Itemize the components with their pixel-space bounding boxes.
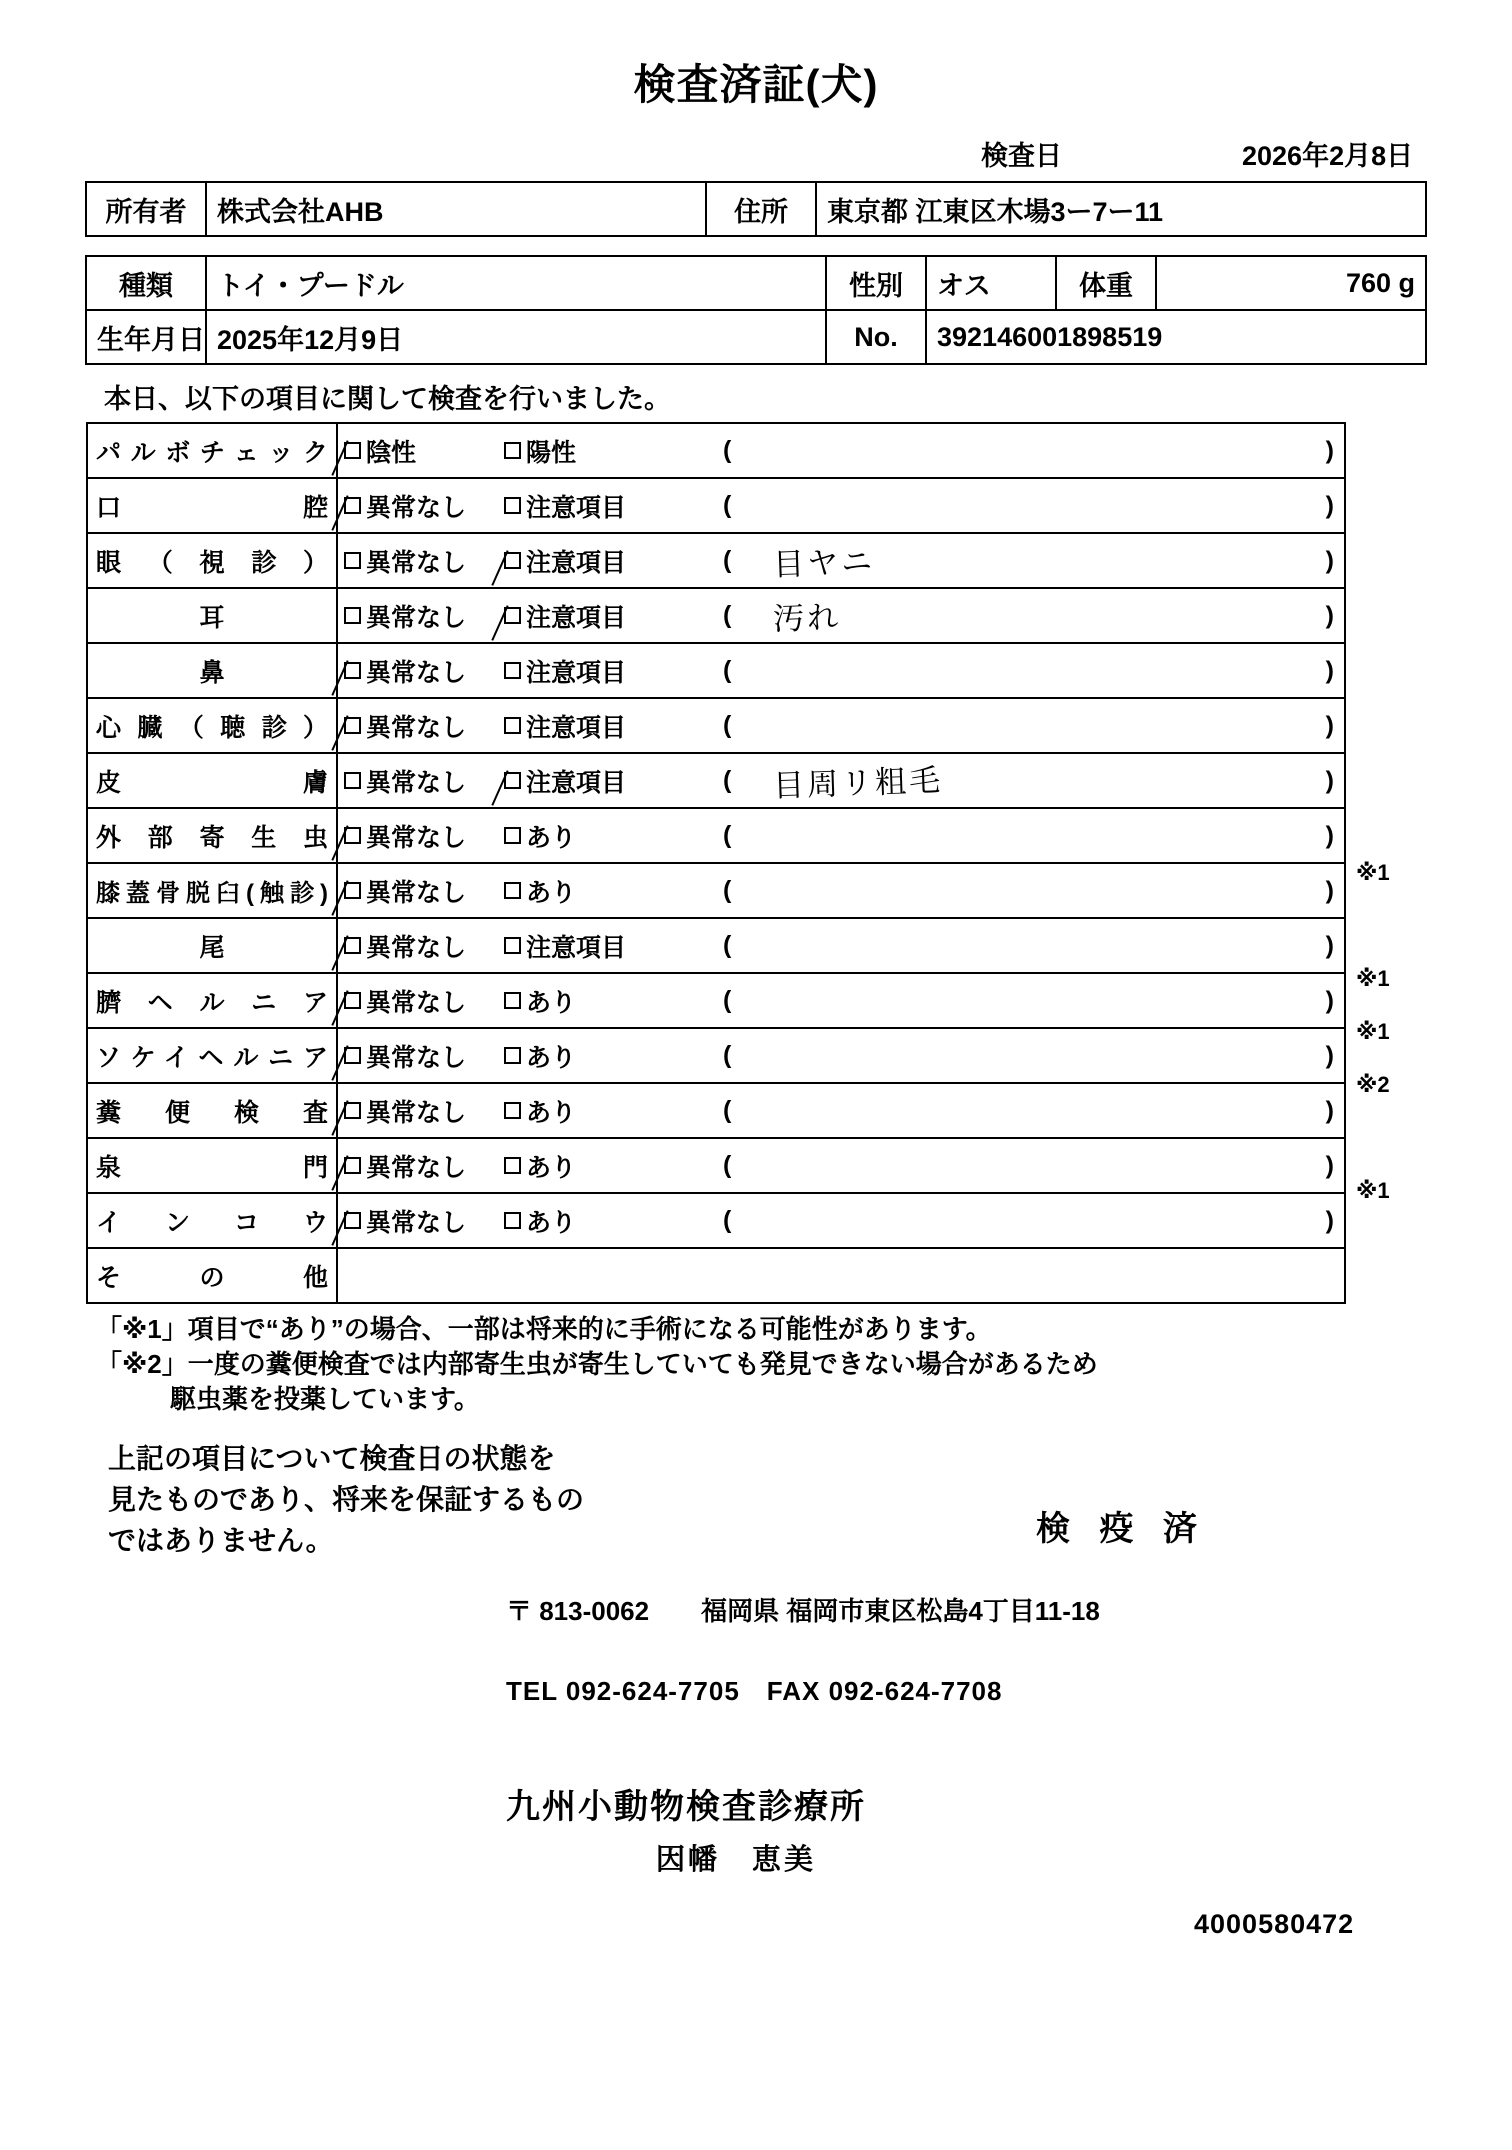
empty-checkbox-icon[interactable] bbox=[504, 442, 521, 459]
checkbox-option-label: 異常なし bbox=[366, 933, 467, 962]
owner-label: 所有者 bbox=[86, 182, 206, 236]
inspection-row bbox=[87, 698, 1345, 753]
inspection-row bbox=[87, 808, 1345, 863]
note-paren-close: ) bbox=[1325, 601, 1334, 630]
birth-row bbox=[86, 310, 1426, 364]
footnote-mark bbox=[1352, 581, 1432, 634]
inspection-options-cell bbox=[337, 753, 1345, 808]
inspection-row bbox=[87, 1138, 1345, 1193]
footnote-mark bbox=[1352, 475, 1432, 528]
checkbox-option-1[interactable] bbox=[344, 1148, 504, 1184]
clinic-telephone: TEL 092-624-7705 FAX 092-624-7708 bbox=[506, 1676, 1003, 1707]
handwritten-note: 目周リ粗毛 bbox=[772, 762, 945, 805]
checkbox-option-2[interactable] bbox=[504, 488, 719, 524]
checkbox-option-label: あり bbox=[526, 878, 577, 907]
empty-checkbox-icon[interactable] bbox=[344, 607, 361, 624]
inspection-row bbox=[87, 643, 1345, 698]
footnote-mark bbox=[1352, 899, 1432, 952]
disclaimer-line-3: ではありません。 bbox=[108, 1524, 334, 1556]
checkbox-option-label: あり bbox=[526, 823, 577, 852]
checkbox-option-label: あり bbox=[526, 1043, 577, 1072]
inspection-row bbox=[87, 863, 1345, 918]
note-paren-close: ) bbox=[1325, 1096, 1334, 1125]
checkbox-option-label: 注意項目 bbox=[526, 713, 627, 742]
handwritten-note: 汚れ bbox=[772, 599, 843, 638]
inspection-item-label: パルボチェック bbox=[87, 423, 337, 478]
checkbox-option-label: 陰性 bbox=[366, 438, 417, 467]
checkbox-option-label: あり bbox=[526, 988, 577, 1017]
footnote-mark bbox=[1352, 634, 1432, 687]
page-title: 検査済証(犬) bbox=[633, 61, 879, 108]
note-paren-close: ) bbox=[1325, 1206, 1334, 1235]
checked-checkbox-icon[interactable] bbox=[344, 992, 361, 1009]
inspection-item-label: 尾 bbox=[87, 918, 337, 973]
empty-checkbox-icon[interactable] bbox=[504, 1212, 521, 1229]
inspection-item-label: 外部寄生虫 bbox=[87, 808, 337, 863]
checkbox-option-2[interactable] bbox=[504, 1093, 719, 1129]
checkbox-option-label: 異常なし bbox=[366, 658, 467, 687]
footnote-mark: ※2 bbox=[1356, 1072, 1390, 1098]
note-field[interactable] bbox=[731, 1084, 1344, 1137]
empty-checkbox-icon[interactable] bbox=[504, 497, 521, 514]
note-paren-open: ( bbox=[723, 491, 732, 520]
inspection-options-cell bbox=[337, 1028, 1345, 1083]
exam-date-row bbox=[0, 134, 1512, 173]
note-field[interactable] bbox=[731, 644, 1344, 697]
inspection-item-label: 皮 膚 bbox=[87, 753, 337, 808]
checkbox-option-label: あり bbox=[526, 1208, 577, 1237]
checkbox-option-label: 注意項目 bbox=[526, 933, 627, 962]
note-paren-open: ( bbox=[723, 986, 732, 1015]
empty-checkbox-icon[interactable] bbox=[344, 552, 361, 569]
footnote-mark bbox=[1352, 687, 1432, 740]
quarantine-stamp: 検 疫 済 bbox=[1036, 1510, 1207, 1549]
breed-value: トイ・プードル bbox=[206, 256, 826, 310]
note-field[interactable] bbox=[731, 1029, 1344, 1082]
note-paren-open: ( bbox=[723, 656, 732, 685]
checkbox-option-label: 注意項目 bbox=[526, 603, 627, 632]
breed-row bbox=[86, 256, 1426, 310]
inspection-options-cell bbox=[337, 533, 1345, 588]
note-paren-close: ) bbox=[1325, 986, 1334, 1015]
disclaimer-line-1: 上記の項目について検査日の状態を bbox=[108, 1443, 556, 1475]
note-paren-open: ( bbox=[723, 546, 732, 575]
empty-checkbox-icon[interactable] bbox=[504, 1157, 521, 1174]
inspection-item-label: 耳 bbox=[87, 588, 337, 643]
inspection-options-cell bbox=[337, 478, 1345, 533]
note-paren-open: ( bbox=[723, 601, 732, 630]
checkbox-option-1[interactable] bbox=[344, 653, 504, 689]
note-paren-close: ) bbox=[1325, 821, 1334, 850]
inspection-row bbox=[87, 1193, 1345, 1248]
checkbox-option-label: 異常なし bbox=[366, 1098, 467, 1127]
checkbox-option-label: 異常なし bbox=[366, 878, 467, 907]
checked-checkbox-icon[interactable] bbox=[504, 772, 521, 789]
footnote-mark-column bbox=[1352, 422, 1432, 1217]
empty-checkbox-icon[interactable] bbox=[504, 992, 521, 1009]
checkbox-option-2[interactable] bbox=[504, 598, 719, 634]
checkbox-option-label: 異常なし bbox=[366, 548, 467, 577]
note-field[interactable] bbox=[731, 919, 1344, 972]
owner-row bbox=[86, 182, 1426, 236]
inspection-section bbox=[86, 422, 1426, 1304]
note-paren-close: ) bbox=[1325, 546, 1334, 575]
checked-checkbox-icon[interactable] bbox=[344, 497, 361, 514]
empty-checkbox-icon[interactable] bbox=[504, 1102, 521, 1119]
inspection-item-label: ソケイヘルニア bbox=[87, 1028, 337, 1083]
checked-checkbox-icon[interactable] bbox=[504, 552, 521, 569]
note-field[interactable] bbox=[731, 1194, 1344, 1247]
checkbox-option-1[interactable] bbox=[344, 763, 504, 799]
checked-checkbox-icon[interactable] bbox=[344, 1047, 361, 1064]
weight-label: 体重 bbox=[1056, 256, 1156, 310]
sex-label: 性別 bbox=[826, 256, 926, 310]
inspection-options-cell bbox=[337, 863, 1345, 918]
note-field[interactable] bbox=[731, 589, 1344, 642]
checkbox-option-label: 異常なし bbox=[366, 713, 467, 742]
checkbox-option-label: 異常なし bbox=[366, 1043, 467, 1072]
checkbox-option-label: 注意項目 bbox=[526, 548, 627, 577]
empty-checkbox-icon[interactable] bbox=[504, 1047, 521, 1064]
note-paren-open: ( bbox=[723, 821, 732, 850]
sex-value: オス bbox=[926, 256, 1056, 310]
checked-checkbox-icon[interactable] bbox=[504, 607, 521, 624]
checkbox-option-1[interactable] bbox=[344, 488, 504, 524]
inspection-options-cell bbox=[337, 918, 1345, 973]
checkbox-option-2[interactable] bbox=[504, 873, 719, 909]
intro-text: 本日、以下の項目に関して検査を行いました。 bbox=[104, 384, 671, 415]
checked-checkbox-icon[interactable] bbox=[344, 717, 361, 734]
weight-value: 760 g bbox=[1156, 256, 1426, 310]
checkbox-option-1[interactable] bbox=[344, 928, 504, 964]
owner-value: 株式会社AHB bbox=[206, 182, 706, 236]
checkbox-option-label: 注意項目 bbox=[526, 493, 627, 522]
note-field[interactable] bbox=[731, 754, 1344, 807]
note-paren-close: ) bbox=[1325, 931, 1334, 960]
note-field[interactable] bbox=[731, 424, 1344, 477]
checkbox-option-1[interactable] bbox=[344, 543, 504, 579]
checked-checkbox-icon[interactable] bbox=[344, 442, 361, 459]
checkbox-option-1[interactable] bbox=[344, 1093, 504, 1129]
note-field[interactable] bbox=[731, 864, 1344, 917]
clinic-name: 九州小動物検査診療所 bbox=[506, 1788, 866, 1827]
note-paren-open: ( bbox=[723, 766, 732, 795]
note-paren-close: ) bbox=[1325, 656, 1334, 685]
owner-info-table bbox=[85, 181, 1427, 237]
checkbox-option-label: 異常なし bbox=[366, 823, 467, 852]
checked-checkbox-icon[interactable] bbox=[344, 1212, 361, 1229]
empty-checkbox-icon[interactable] bbox=[504, 882, 521, 899]
inspection-row bbox=[87, 533, 1345, 588]
animal-no-value: 392146001898519 bbox=[926, 310, 1426, 364]
checkbox-option-2[interactable] bbox=[504, 543, 719, 579]
checkbox-option-label: 注意項目 bbox=[526, 768, 627, 797]
note-paren-open: ( bbox=[723, 931, 732, 960]
footnote-mark: ※1 bbox=[1356, 966, 1390, 992]
note-field[interactable] bbox=[731, 974, 1344, 1027]
inspection-options-cell bbox=[337, 698, 1345, 753]
inspection-options-cell bbox=[337, 588, 1345, 643]
checkbox-option-2[interactable] bbox=[504, 653, 719, 689]
checked-checkbox-icon[interactable] bbox=[344, 1102, 361, 1119]
checkbox-option-2[interactable] bbox=[504, 708, 719, 744]
inspection-item-label-other: そ の 他 bbox=[87, 1248, 337, 1303]
checkbox-option-label: 異常なし bbox=[366, 603, 467, 632]
footnotes bbox=[86, 1312, 1426, 1417]
footnote-2: 「※2」一度の糞便検査では内部寄生虫が寄生していても発見できない場合があるため bbox=[96, 1349, 1098, 1380]
note-paren-open: ( bbox=[723, 1206, 732, 1235]
checkbox-option-2[interactable] bbox=[504, 433, 719, 469]
note-field[interactable] bbox=[731, 479, 1344, 532]
note-paren-close: ) bbox=[1325, 1151, 1334, 1180]
empty-checkbox-icon[interactable] bbox=[504, 717, 521, 734]
inspection-item-label: 糞便検査 bbox=[87, 1083, 337, 1138]
note-paren-open: ( bbox=[723, 1041, 732, 1070]
inspection-item-label: 臍ヘルニア bbox=[87, 973, 337, 1028]
footnote-2-cont: 駆虫薬を投薬しています。 bbox=[170, 1384, 480, 1415]
checkbox-option-2[interactable] bbox=[504, 928, 719, 964]
inspection-item-label: 膝蓋骨脱臼(触診) bbox=[87, 863, 337, 918]
checkbox-option-2[interactable] bbox=[504, 983, 719, 1019]
checkbox-option-label: 異常なし bbox=[366, 1153, 467, 1182]
note-paren-close: ) bbox=[1325, 1041, 1334, 1070]
inspection-row bbox=[87, 423, 1345, 478]
checkbox-option-label: 異常なし bbox=[366, 1208, 467, 1237]
inspection-item-label: 口 腔 bbox=[87, 478, 337, 533]
checked-checkbox-icon[interactable] bbox=[344, 662, 361, 679]
address-value: 東京都 江東区木場3ー7ー11 bbox=[816, 182, 1426, 236]
inspection-row bbox=[87, 973, 1345, 1028]
document-number: 4000580472 bbox=[1194, 1909, 1355, 1940]
footnote-mark: ※1 bbox=[1356, 1178, 1390, 1204]
note-paren-open: ( bbox=[723, 436, 732, 465]
note-paren-open: ( bbox=[723, 1096, 732, 1125]
note-paren-close: ) bbox=[1325, 491, 1334, 520]
inspection-item-label: 泉 門 bbox=[87, 1138, 337, 1193]
handwritten-note: 目ヤニ bbox=[772, 543, 877, 584]
inspection-item-label: 鼻 bbox=[87, 643, 337, 698]
checked-checkbox-icon[interactable] bbox=[344, 882, 361, 899]
footnote-mark bbox=[1352, 1111, 1432, 1164]
note-paren-close: ) bbox=[1325, 436, 1334, 465]
inspection-options-cell bbox=[337, 1138, 1345, 1193]
inspection-options-cell bbox=[337, 1193, 1345, 1248]
note-paren-close: ) bbox=[1325, 711, 1334, 740]
note-paren-close: ) bbox=[1325, 766, 1334, 795]
checkbox-option-label: 異常なし bbox=[366, 988, 467, 1017]
footnote-1: 「※1」項目で“あり”の場合、一部は将来的に手術になる可能性があります。 bbox=[96, 1314, 992, 1345]
note-paren-open: ( bbox=[723, 876, 732, 905]
clinic-address: 〒 813-0062 福岡県 福岡市東区松島4丁目11-18 bbox=[506, 1596, 1100, 1627]
checkbox-option-1[interactable] bbox=[344, 873, 504, 909]
disclaimer-text bbox=[108, 1439, 584, 1561]
checkbox-option-label: 注意項目 bbox=[526, 658, 627, 687]
birth-value: 2025年12月9日 bbox=[206, 310, 826, 364]
note-paren-close: ) bbox=[1325, 876, 1334, 905]
footnote-mark: ※1 bbox=[1356, 860, 1390, 886]
checkbox-option-1[interactable] bbox=[344, 983, 504, 1019]
checkbox-option-1[interactable] bbox=[344, 433, 504, 469]
inspection-options-cell bbox=[337, 643, 1345, 698]
checkbox-option-1[interactable] bbox=[344, 818, 504, 854]
animal-info-table bbox=[85, 255, 1427, 365]
veterinarian-name: 因幡 恵美 bbox=[656, 1844, 817, 1877]
inspection-options-cell bbox=[337, 1083, 1345, 1138]
inspection-row bbox=[87, 1028, 1345, 1083]
inspection-options-cell bbox=[337, 423, 1345, 478]
checkbox-option-2[interactable] bbox=[504, 818, 719, 854]
checkbox-option-label: あり bbox=[526, 1153, 577, 1182]
inspection-options-cell bbox=[337, 808, 1345, 863]
checkbox-option-label: 異常なし bbox=[366, 768, 467, 797]
inspection-row bbox=[87, 1083, 1345, 1138]
checkbox-option-1[interactable] bbox=[344, 1038, 504, 1074]
note-field[interactable] bbox=[731, 1139, 1344, 1192]
animal-no-label: No. bbox=[826, 310, 926, 364]
checkbox-option-1[interactable] bbox=[344, 1203, 504, 1239]
note-paren-open: ( bbox=[723, 711, 732, 740]
birth-label: 生年月日 bbox=[86, 310, 206, 364]
note-paren-open: ( bbox=[723, 1151, 732, 1180]
note-field[interactable] bbox=[731, 699, 1344, 752]
inspection-row-other bbox=[87, 1248, 1345, 1303]
inspection-item-label: インコウ bbox=[87, 1193, 337, 1248]
address-label: 住所 bbox=[706, 182, 816, 236]
inspection-item-label: 心臓（聴診） bbox=[87, 698, 337, 753]
footnote-mark bbox=[1352, 422, 1432, 475]
empty-checkbox-icon[interactable] bbox=[344, 772, 361, 789]
exam-date-label: 検査日 bbox=[981, 141, 1062, 172]
checkbox-option-1[interactable] bbox=[344, 708, 504, 744]
checkbox-option-2[interactable] bbox=[504, 763, 719, 799]
footnote-mark bbox=[1352, 528, 1432, 581]
checkbox-option-2[interactable] bbox=[504, 1148, 719, 1184]
inspection-row bbox=[87, 478, 1345, 533]
checkbox-option-label: あり bbox=[526, 1098, 577, 1127]
inspection-item-label: 眼（視診） bbox=[87, 533, 337, 588]
inspection-options-cell bbox=[337, 973, 1345, 1028]
inspection-row bbox=[87, 588, 1345, 643]
checked-checkbox-icon[interactable] bbox=[344, 937, 361, 954]
empty-checkbox-icon[interactable] bbox=[504, 827, 521, 844]
note-field[interactable] bbox=[731, 534, 1344, 587]
inspection-table bbox=[86, 422, 1346, 1304]
inspection-row bbox=[87, 753, 1345, 808]
checkbox-option-label: 陽性 bbox=[526, 438, 577, 467]
checkbox-option-label: 異常なし bbox=[366, 493, 467, 522]
footnote-mark bbox=[1352, 740, 1432, 793]
empty-checkbox-icon[interactable] bbox=[504, 662, 521, 679]
footer-block bbox=[86, 1439, 1426, 1940]
footnote-mark bbox=[1352, 793, 1432, 846]
exam-date-value: 2026年2月8日 bbox=[1242, 141, 1414, 172]
breed-label: 種類 bbox=[86, 256, 206, 310]
checked-checkbox-icon[interactable] bbox=[344, 827, 361, 844]
disclaimer-line-2: 見たものであり、将来を保証するもの bbox=[108, 1484, 585, 1516]
inspection-row bbox=[87, 918, 1345, 973]
checkbox-option-2[interactable] bbox=[504, 1038, 719, 1074]
empty-checkbox-icon[interactable] bbox=[504, 937, 521, 954]
footnote-mark: ※1 bbox=[1356, 1019, 1390, 1045]
checked-checkbox-icon[interactable] bbox=[344, 1157, 361, 1174]
note-field[interactable] bbox=[731, 809, 1344, 862]
checkbox-option-2[interactable] bbox=[504, 1203, 719, 1239]
other-note-field[interactable] bbox=[337, 1248, 1345, 1303]
checkbox-option-1[interactable] bbox=[344, 598, 504, 634]
